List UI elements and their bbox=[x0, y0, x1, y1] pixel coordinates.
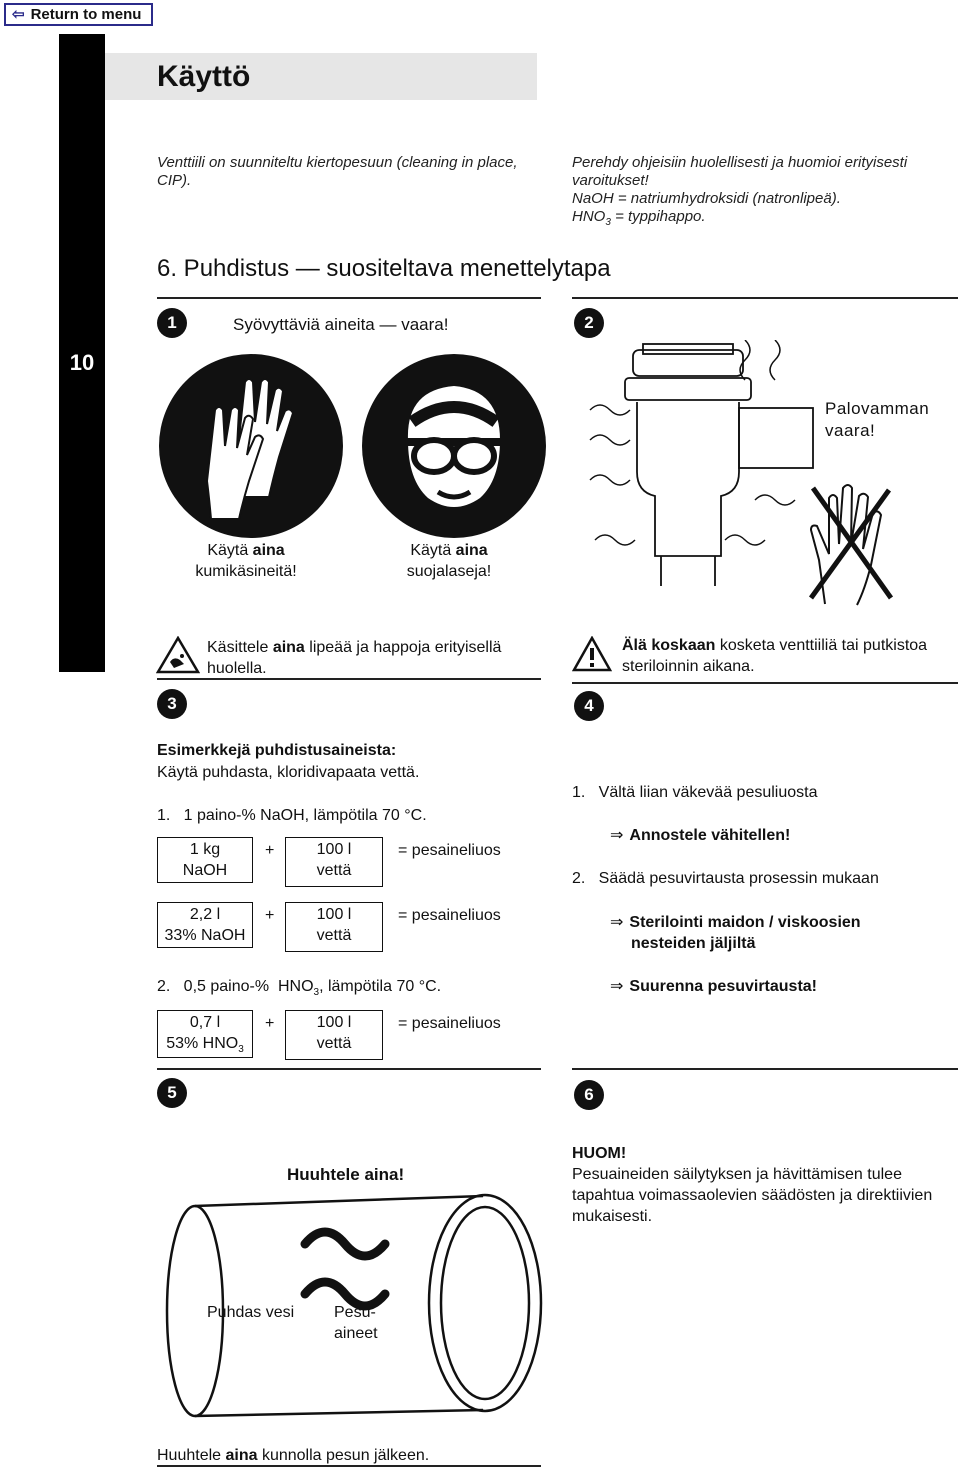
note-text: Pesuaineiden säilytyksen ja hävittämisen tulee tapahtua voimassaolevien säädösten ja direktiivien mukaisesti. bbox=[572, 1166, 933, 1225]
step2-rule bbox=[572, 297, 958, 299]
step4-badge: 4 bbox=[574, 691, 604, 721]
plus-sign-2: + bbox=[265, 907, 275, 924]
no-touch-hand-icon bbox=[795, 478, 905, 608]
footer-rule bbox=[157, 1465, 541, 1467]
rinse-footer: Huuhtele aina kunnolla pesun jälkeen. bbox=[157, 1447, 430, 1464]
step6-badge: 6 bbox=[574, 1080, 604, 1110]
chapter-sidebar bbox=[59, 34, 105, 672]
step5-badge: 5 bbox=[157, 1078, 187, 1108]
general-warning-icon bbox=[572, 636, 612, 672]
implies-arrow-icon: ⇒ bbox=[610, 914, 624, 931]
water-box-1: 100 l vettä bbox=[285, 837, 383, 887]
step4-arrow3: ⇒ Suurenna pesuvirtausta! bbox=[610, 978, 818, 995]
page-title: Käyttö bbox=[157, 60, 251, 93]
step4-item2: 2. Säädä pesuvirtausta prosessin mukaan bbox=[572, 870, 879, 887]
step3-rule bbox=[157, 678, 541, 680]
example-item1: 1. 1 paino-% NaOH, lämpötila 70 °C. bbox=[157, 807, 427, 824]
examples-heading: Esimerkkejä puhdistusaineista: bbox=[157, 742, 397, 759]
step3-badge: 3 bbox=[157, 689, 187, 719]
arrow-left-icon: ⇦ bbox=[12, 6, 25, 23]
return-label: Return to menu bbox=[30, 6, 142, 23]
plus-sign-3: + bbox=[265, 1015, 275, 1032]
step1-rule bbox=[157, 297, 541, 299]
gloves-pictogram-icon bbox=[157, 352, 345, 540]
chapter-number: 10 bbox=[69, 350, 95, 375]
step4-item1: 1. Vältä liian väkevää pesuliuosta bbox=[572, 784, 818, 801]
intro-left: Venttiili on suunniteltu kiertopesuun (cleaning in place, CIP). bbox=[157, 154, 518, 189]
intro-right bbox=[572, 154, 960, 232]
hno3-box: 0,7 l 53% $HNO_3$ bbox=[157, 1010, 253, 1058]
intro-right-line2: NaOH = natriumhydroksidi (natronlipeä). bbox=[572, 190, 841, 207]
label-clean-water: Puhdas vesi bbox=[207, 1304, 295, 1321]
water-box-2: 100 l vettä bbox=[285, 902, 383, 952]
rinse-heading: Huuhtele aina! bbox=[287, 1165, 405, 1184]
implies-arrow-icon: ⇒ bbox=[610, 827, 624, 844]
result-2: = pesaineliuos bbox=[398, 907, 501, 924]
burn-warning: Palovamman vaara! bbox=[825, 399, 930, 440]
note-heading: HUOM! bbox=[572, 1145, 627, 1162]
step5-rule bbox=[157, 1068, 541, 1070]
examples-note: Käytä puhdasta, kloridivapaata vettä. bbox=[157, 764, 420, 781]
step4-arrow2: ⇒ Sterilointi maidon / viskoosien nesteiden jäljiltä bbox=[610, 914, 861, 952]
label-agents: Pesu- aineet bbox=[334, 1304, 378, 1342]
example-item2: 2. 0,5 paino-% $HNO_3$, lämpötila 70 °C. bbox=[157, 978, 442, 999]
step1-heading: Syövyttäviä aineita — vaara! bbox=[233, 315, 449, 334]
step4-rule bbox=[572, 682, 958, 684]
goggles-caption: Käytä aina suojalaseja! bbox=[406, 542, 492, 580]
intro-right-line1: Perehdy ohjeisiin huolellisesti ja huomioi erityisesti varoitukset! bbox=[572, 154, 908, 189]
intro-right-line3: $HNO_3$ = typpihappo. bbox=[572, 208, 706, 228]
water-box-3: 100 l vettä bbox=[285, 1010, 383, 1060]
step2-badge: 2 bbox=[574, 308, 604, 338]
section-title: 6. Puhdistus — suositeltava menettelytapa bbox=[157, 255, 611, 282]
step4-arrow1: ⇒ Annostele vähitellen! bbox=[610, 827, 791, 844]
return-to-menu-button[interactable] bbox=[4, 3, 153, 26]
result-1: = pesaineliuos bbox=[398, 842, 501, 859]
step1-badge: 1 bbox=[157, 308, 187, 338]
hot-valve-illustration-icon bbox=[585, 340, 815, 590]
step3-warning: Käsittele aina lipeää ja happoja erityisellä huolella. bbox=[207, 639, 502, 677]
plus-sign-1: + bbox=[265, 842, 275, 859]
step4-warning: Älä koskaan kosketa venttiiliä tai putkistoa steriloinnin aikana. bbox=[622, 637, 928, 675]
implies-arrow-icon: ⇒ bbox=[610, 978, 624, 995]
gloves-caption: Käytä aina kumikäsineitä! bbox=[195, 542, 297, 580]
corrosive-warning-icon bbox=[156, 636, 200, 674]
naoh-kg-box: 1 kg NaOH bbox=[157, 837, 253, 883]
goggles-pictogram-icon bbox=[360, 352, 548, 540]
step6-rule bbox=[572, 1068, 958, 1070]
naoh-33-box: 2,2 l 33% NaOH bbox=[157, 902, 253, 948]
result-3: = pesaineliuos bbox=[398, 1015, 501, 1032]
